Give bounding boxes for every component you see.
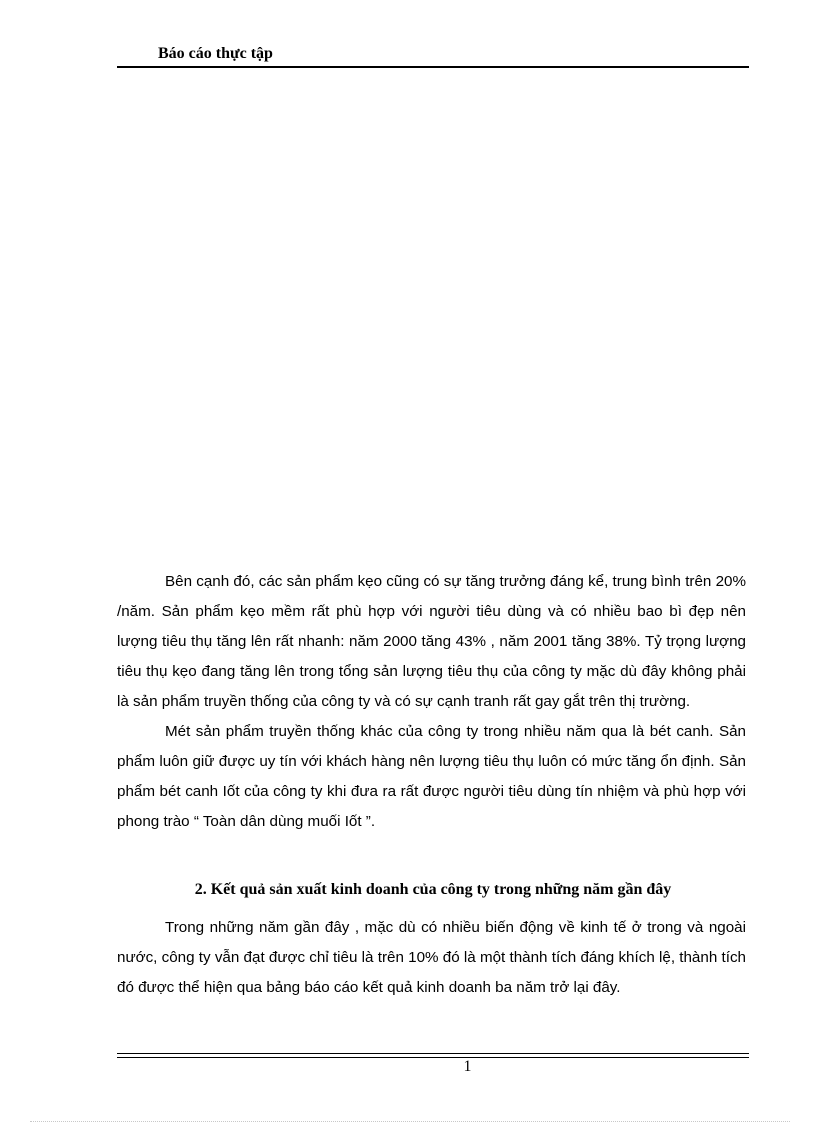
- page-header-title: Báo cáo thực tập: [158, 45, 273, 62]
- paragraph-seasoning-product: Mét sản phẩm truyền thống khác của công ty trong nhiều năm qua là bét canh. Sản phẩm luôn giữ được uy tín với khách hàng nên lượng tiêu thụ luôn có mức tăng ổn định. Sản phẩm bét canh Iốt của công ty khi đưa ra rất được người tiêu dùng tín nhiệm và phù hợp với phong trào “ Toàn dân dùng muối Iốt ”.: [117, 723, 746, 830]
- page-edge-dotted-line: [30, 1121, 790, 1122]
- header-divider: [117, 66, 749, 68]
- body-text-block-2: [117, 913, 746, 1003]
- page-number: 1: [463, 1058, 472, 1075]
- footer-divider-top: [117, 1053, 749, 1054]
- body-text-block-1: [117, 567, 746, 837]
- section-heading: 2. Kết quả sản xuất kinh doanh của công ty trong những năm gần đây: [194, 881, 672, 898]
- paragraph-business-results: Trong những năm gần đây , mặc dù có nhiều biến động về kinh tế ở trong và ngoài nước, công ty vẫn đạt được chỉ tiêu là trên 10% đó là một thành tích đáng khích lệ, thành tích đó được thể hiện qua bảng báo cáo kết quả kinh doanh ba năm trở lại đây.: [117, 919, 746, 996]
- paragraph-candy-growth: Bên cạnh đó, các sản phẩm kẹo cũng có sự tăng trưởng đáng kể, trung bình trên 20% /năm. Sản phẩm kẹo mềm rất phù hợp với người tiêu dùng và có nhiều bao bì đẹp nên lượng tiêu thụ tăng lên rất nhanh: năm 2000 tăng 43% , năm 2001 tăng 38%. Tỷ trọng lượng tiêu thụ kẹo đang tăng lên trong tổng sản lượng tiêu thụ của công ty mặc dù đây không phải là sản phẩm truyền thống của công ty và có sự cạnh tranh rất gay gắt trên thị trường.: [117, 573, 746, 710]
